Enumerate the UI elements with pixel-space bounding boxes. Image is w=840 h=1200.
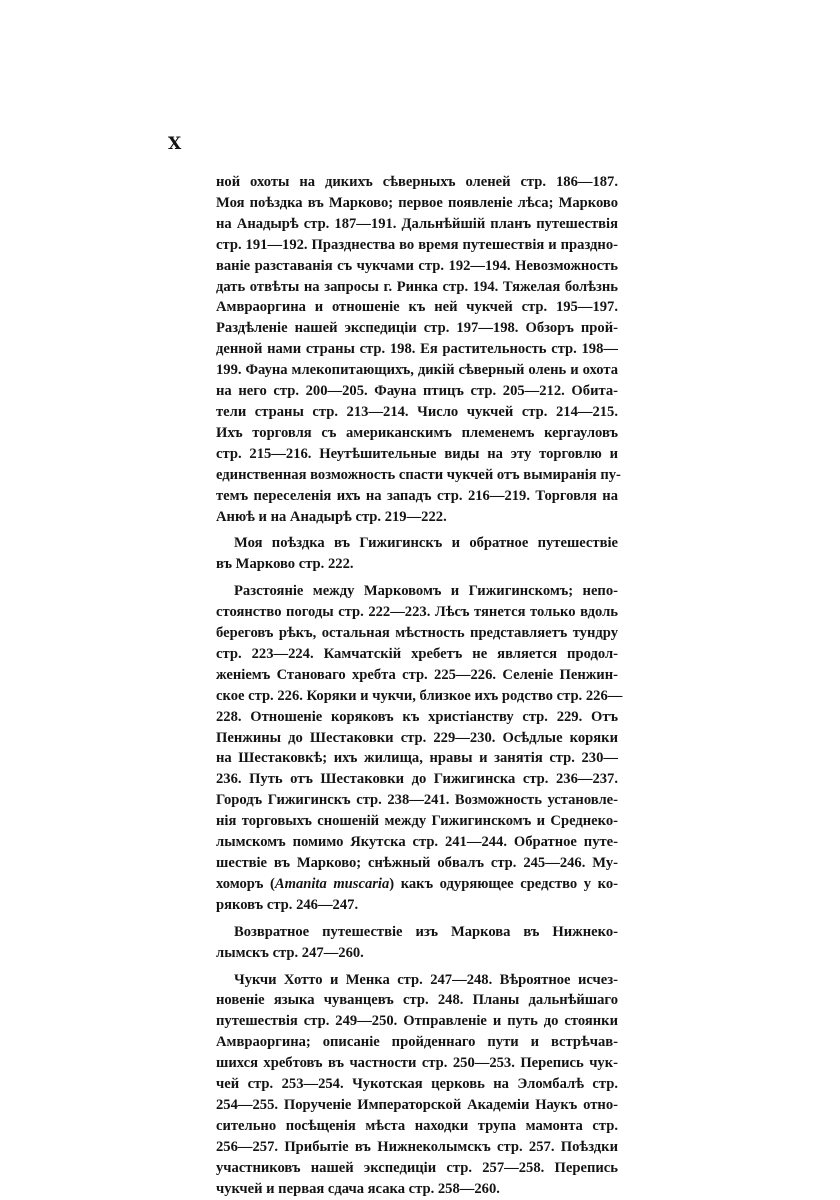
text-line: Чукчи Хотто и Менка стр. 247—248. Вѣроятное исчез- — [234, 971, 618, 988]
page-number: X — [168, 134, 183, 154]
text-line: 228. Отношеніе коряковъ къ христіанству стр. 229. Отъ — [216, 708, 618, 725]
text-line: Пенжины до Шестаковки стр. 229—230. Осѣдлые коряки — [216, 729, 618, 746]
text-line: Анюѣ и на Анадырѣ стр. 219—222. — [216, 508, 447, 525]
text-line: стр. 215—216. Неутѣшительные виды на эту торговлю и — [216, 445, 618, 462]
text-line: на Шестаковкѣ; ихъ жилища, нравы и занятія стр. 230— — [216, 750, 618, 767]
text-line: 256—257. Прибытіе въ Нижнеколымскъ стр. 257. Поѣздки — [216, 1138, 618, 1155]
text-line: Моя поѣздка въ Гижигинскъ и обратное путешествіе — [234, 535, 618, 552]
text-line: въ Марково стр. 222. — [216, 556, 354, 573]
paragraph-1 — [216, 172, 621, 527]
text-line: Амвраоргина; описаніе пройденнаго пути и встрѣчав- — [216, 1034, 618, 1051]
text-line: 236. Путь отъ Шестаковки до Гижигинска стр. 236—237. — [216, 771, 618, 788]
text-line: ваніе разставанія съ чукчами стр. 192—194. Невозможность — [216, 257, 618, 274]
paragraph-5 — [216, 970, 618, 1200]
text-line: участниковъ нашей экспедиціи стр. 257—258. Перепись — [216, 1159, 618, 1176]
paragraph-3 — [216, 581, 623, 916]
text-line: стоянство погоды стр. 222—223. Лѣсъ тянется только вдоль — [216, 604, 618, 621]
text-line: лымскъ стр. 247—260. — [216, 944, 364, 961]
text-line: новеніе языка чуванцевъ стр. 248. Планы дальнѣйшаго — [216, 992, 618, 1009]
text-line: чукчей и первая сдача ясака стр. 258—260. — [216, 1180, 500, 1197]
text-line: хоморъ (Amanita muscaria) какъ одуряющее средство у ко- — [216, 875, 618, 892]
paragraph-4 — [216, 922, 618, 964]
paragraph-2 — [216, 533, 618, 575]
text-line: Разстояніе между Марковомъ и Гижигинскомъ; непо- — [234, 583, 618, 600]
text-line: 254—255. Порученіе Императорской Академіи Наукъ отно- — [216, 1096, 618, 1113]
text-line: Городъ Гижигинскъ стр. 238—241. Возможность установле- — [216, 792, 618, 809]
text-line: денной нами страны стр. 198. Ея растительность стр. 198— — [216, 341, 618, 358]
text-line: дать отвѣты на запросы г. Ринка стр. 194. Тяжелая болѣзнь — [216, 278, 618, 295]
text-line: Моя поѣздка въ Марково; первое появленіе лѣса; Марково — [216, 194, 618, 211]
text-line: береговъ рѣкъ, остальная мѣстность представляетъ тундру — [216, 625, 618, 642]
text-line: чей стр. 253—254. Чукотская церковь на Эломбалѣ стр. — [216, 1076, 618, 1093]
text-line: Возвратное путешествіе изъ Маркова въ Нижнеко- — [234, 923, 618, 940]
text-line: путешествія стр. 249—250. Отправленіе и путь до стоянки — [216, 1013, 618, 1030]
text-line: Амвраоргина и отношеніе къ ней чукчей стр. 195—197. — [216, 299, 618, 316]
text-line: сительно посѣщенія мѣста находки трупа мамонта стр. — [216, 1117, 618, 1134]
text-line: ной охоты на дикихъ сѣверныхъ оленей стр. 186—187. — [216, 174, 618, 190]
text-line: ское стр. 226. Коряки и чукчи, близкое ихъ родство стр. 226— — [216, 687, 623, 704]
table-of-contents-text — [216, 172, 623, 1200]
text-line: женіемъ Становаго хребта стр. 225—226. Селеніе Пенжин- — [216, 666, 618, 683]
text-line: шествіе въ Марково; снѣжный обвалъ стр. 245—246. Му- — [216, 855, 618, 871]
text-line: стр. 223—224. Камчатскій хребетъ не является продол- — [216, 645, 618, 662]
species-name: Amanita muscaria — [274, 875, 390, 892]
text-line: единственная возможность спасти чукчей отъ вымиранія пу- — [216, 466, 621, 483]
text-line: лымскомъ помимо Якутска стр. 241—244. Обратное путе- — [216, 834, 618, 851]
text-line: на него стр. 200—205. Фауна птицъ стр. 205—212. Обита- — [216, 383, 618, 400]
text-line: нія торговыхъ сношеній между Гижигинскомъ и Среднеко- — [216, 813, 618, 830]
text-line: темъ переселенія ихъ на западъ стр. 216—219. Торговля на — [216, 487, 618, 504]
text-line: стр. 191—192. Празднества во время путешествія и праздно- — [216, 236, 618, 253]
text-line: Ихъ торговля съ американскимъ племенемъ кергауловъ — [216, 424, 618, 441]
text-line: Раздѣленіе нашей экспедиціи стр. 197—198. Обзоръ прой- — [216, 320, 618, 337]
text-line: на Анадырѣ стр. 187—191. Дальнѣйшій планъ путешествія — [216, 215, 618, 232]
text-line: шихся хребтовъ въ частности стр. 250—253. Перепись чук- — [216, 1055, 618, 1072]
text-line: ряковъ стр. 246—247. — [216, 896, 359, 913]
text-line: тели страны стр. 213—214. Число чукчей стр. 214—215. — [216, 403, 618, 420]
text-line: 199. Фауна млекопитающихъ, дикій сѣверный олень и охота — [216, 362, 618, 379]
